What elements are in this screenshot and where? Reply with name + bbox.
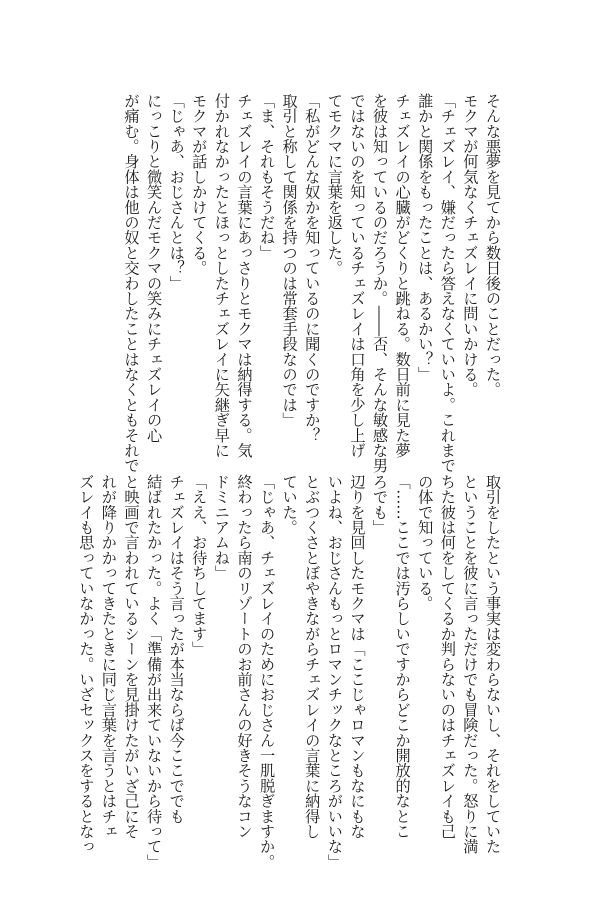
text-line: 結ばれたかった。よく「準備が出来ていないから待って」	[145, 474, 164, 870]
text-line: チェズレイはそう言ったが本当ならば今ここででも	[167, 474, 186, 824]
text-line: とぶつくさとぼやきながらチェズレイの言葉に納得し	[303, 474, 322, 839]
text-line: ていた。	[280, 474, 299, 535]
text-line: 付かれなかったとほっとしたチェズレイに矢継ぎ早に	[212, 93, 231, 458]
text-line: 終わったら南のリゾートのお前さんの好きそうなコン	[235, 474, 254, 839]
text-line: れが降りかかってきたときに同じ言葉を言うとはチェ	[99, 474, 118, 839]
text-line: 「チェズレイ、嫌だったら答えなくていいよ。これまで	[438, 93, 457, 473]
text-line: モクマが何気なくチェズレイに問いかける。	[461, 93, 480, 397]
text-line: ドミニアムね」	[212, 474, 231, 581]
text-line: ろでも」	[371, 474, 390, 535]
text-line: 辺りを見回したモクマは「ここじゃロマンもなにもな	[348, 474, 367, 839]
text-line: ということを彼に言っただけでも冒険だった。怒りに満	[461, 474, 480, 854]
lower-text-column	[77, 474, 504, 870]
text-line: 「ええ、お待ちしてます」	[190, 474, 209, 657]
text-line: にっこりと微笑んだモクマの笑みにチェズレイの心	[145, 93, 164, 443]
text-line: 「ま、それもそうだね」	[258, 93, 277, 261]
text-line: 「……ここでは汚らしいですからどこか開放的なとこ	[393, 474, 412, 839]
text-line: チェズレイの言葉にあっさりとモクマは納得する。気	[235, 93, 254, 458]
text-line: の体で知っている。	[416, 474, 435, 611]
text-line: を彼は知っているのだろうか。――否、そんな敏感な男	[371, 93, 390, 473]
text-line: てモクマに言葉を返した。	[325, 93, 344, 276]
text-line: モクマが話しかけてくる。	[190, 93, 209, 276]
text-line: そんな悪夢を見てから数日後のことだった。	[484, 93, 502, 397]
text-line: と映画で言われているシーンを見掛けたがいざ己にそ	[122, 474, 141, 839]
text-line: 「じゃあ、チェズレイのためにおじさん一肌脱ぎますか。	[258, 474, 277, 870]
text-line: ちた彼は何をしてくるか判らないのはチェズレイも己	[438, 474, 457, 839]
text-line: チェズレイの心臓がどくりと跳ねる。数日前に見た夢	[393, 93, 412, 458]
text-line: 誰かと関係をもったことは、あるかい？」	[416, 93, 435, 382]
text-line: 取引をしたという事実は変わらないし、それをしていた	[484, 474, 502, 854]
text-line: が痛む。身体は他の奴と交わしたことはなくともそれで	[122, 93, 141, 473]
upper-text-column	[92, 93, 504, 473]
text-line: ズレイも思っていなかった。いざセックスをするとなっ	[77, 474, 96, 854]
text-line: ではないのを知っているチェズレイは口角を少し上げ	[348, 93, 367, 458]
text-line: 「じゃあ、おじさんとは？」	[167, 93, 186, 291]
text-line: 取引と称して関係を持つのは常套手段なのでは」	[280, 93, 299, 428]
text-line: 「私がどんな奴かを知っているのに聞くのですか？	[303, 93, 322, 443]
text-line: いよね、おじさんもっとロマンチックなところがいいな」	[325, 474, 344, 870]
